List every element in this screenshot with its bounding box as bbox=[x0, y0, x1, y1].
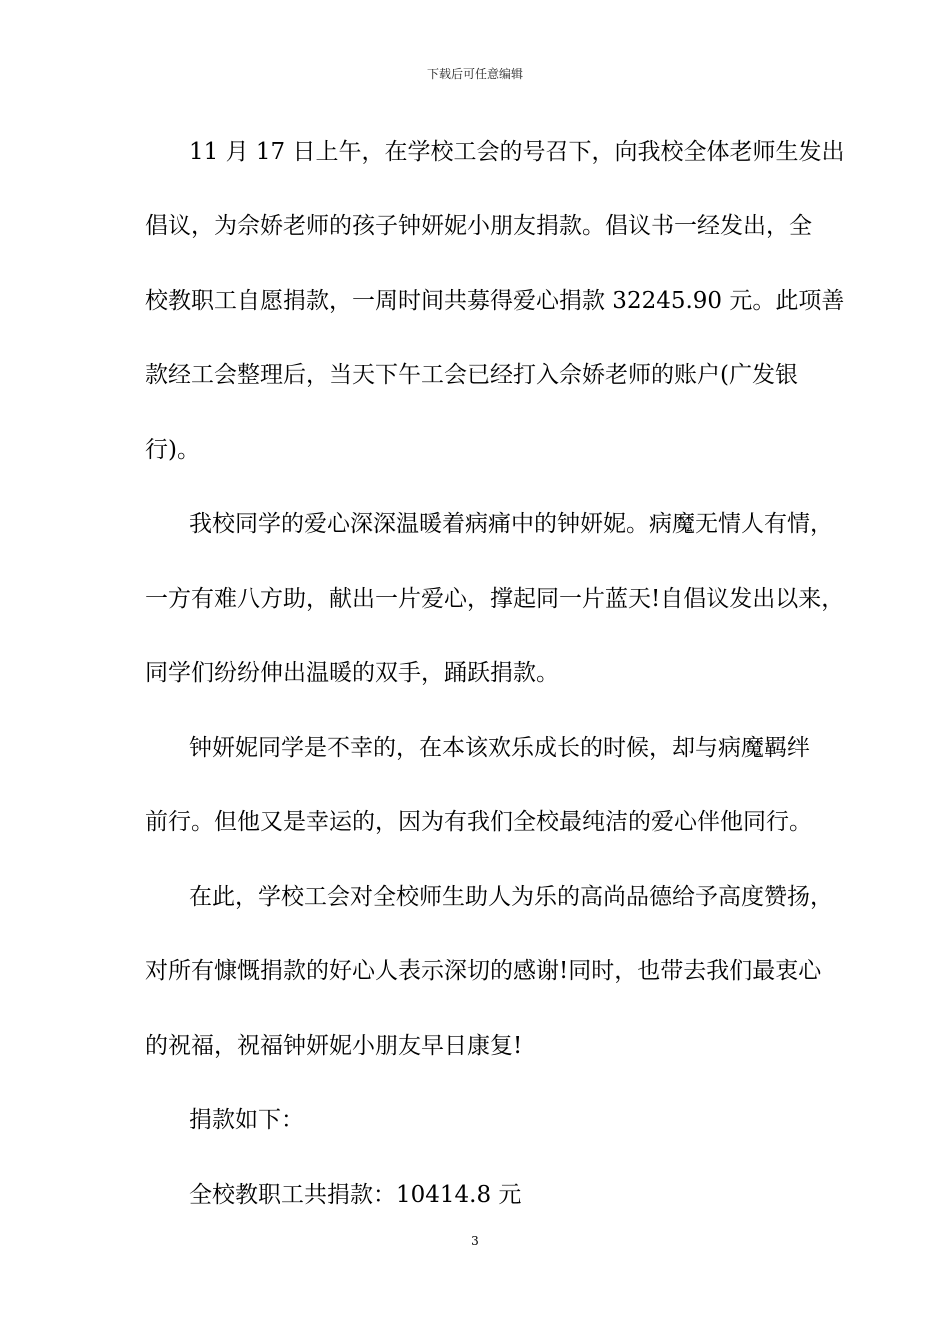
page-number: 3 bbox=[471, 1234, 479, 1248]
paragraph-line: 校教职工自愿捐款，一周时间共募得爱心捐款 32245.90 元。此项善 bbox=[145, 288, 845, 314]
paragraph-line: 行)。 bbox=[145, 437, 200, 463]
paragraph-line: 11 月 17 日上午，在学校工会的号召下，向我校全体老师生发出 bbox=[189, 139, 845, 165]
paragraph-line: 同学们纷纷伸出温暖的双手，踊跃捐款。 bbox=[145, 660, 559, 686]
paragraph-line: 一方有难八方助，献出一片爱心，撑起同一片蓝天!自倡议发出以来， bbox=[145, 586, 845, 612]
paragraph-line: 捐款如下： bbox=[189, 1107, 304, 1133]
paragraph-line: 款经工会整理后，当天下午工会已经打入佘娇老师的账户(广发银 bbox=[145, 362, 798, 388]
paragraph-line: 全校教职工共捐款：10414.8 元 bbox=[189, 1182, 522, 1208]
paragraph-line: 的祝福，祝福钟妍妮小朋友早日康复! bbox=[145, 1033, 523, 1059]
paragraph-line: 我校同学的爱心深深温暖着病痛中的钟妍妮。病魔无情人有情， bbox=[189, 511, 833, 537]
paragraph-line: 对所有慷慨捐款的好心人表示深切的感谢!同时，也带去我们最衷心 bbox=[145, 958, 822, 984]
paragraph-line: 倡议，为佘娇老师的孩子钟妍妮小朋友捐款。倡议书一经发出，全 bbox=[145, 213, 812, 239]
paragraph-line: 钟妍妮同学是不幸的，在本该欢乐成长的时候，却与病魔羁绊 bbox=[189, 735, 810, 761]
page-header: 下载后可任意编辑 bbox=[426, 67, 523, 81]
paragraph-line: 在此，学校工会对全校师生助人为乐的高尚品德给予高度赞扬， bbox=[189, 884, 833, 910]
paragraph-line: 前行。但他又是幸运的，因为有我们全校最纯洁的爱心伴他同行。 bbox=[145, 809, 812, 835]
